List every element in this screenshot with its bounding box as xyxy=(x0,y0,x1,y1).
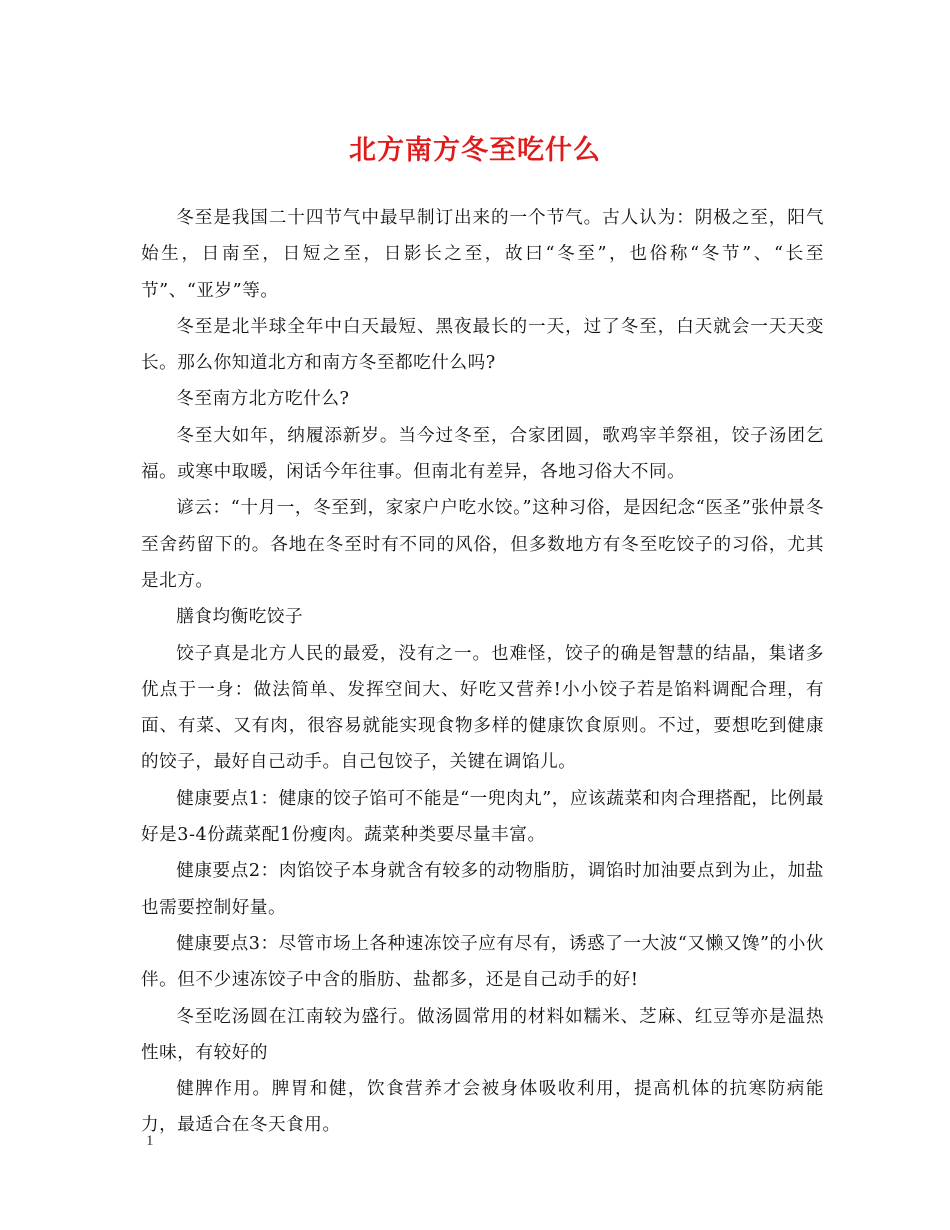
paragraph: 冬至是我国二十四节气中最早制订出来的一个节气。古人认为：阴极之至，阳气始生，日南至，日短之至，日影长之至，故曰“冬至”，也俗称“冬节”、“长至节”、“亚岁”等。 xyxy=(141,208,824,301)
paragraph: 饺子真是北方人民的最爱，没有之一。也难怪，饺子的确是智慧的结晶，集诸多优点于一身：做法简单、发挥空间大、好吃又营养!小小饺子若是馅料调配合理，有面、有菜、又有肉，很容易就能实现食物多样的健康饮食原则。不过，要想吃到健康的饺子，最好自己动手。自己包饺子，关键在调馅儿。 xyxy=(141,643,824,773)
paragraph: 谚云：“十月一，冬至到，家家户户吃水饺。”这种习俗，是因纪念“医圣”张仲景冬至舍药留下的。各地在冬至时有不同的风俗，但多数地方有冬至吃饺子的习俗，尤其是北方。 xyxy=(141,498,824,591)
paragraph: 冬至南方北方吃什么? xyxy=(176,389,350,410)
document-title: 北方南方冬至吃什么 xyxy=(349,135,601,166)
paragraph: 健脾作用。脾胃和健，饮食营养才会被身体吸收利用，提高机体的抗寒防病能力，最适合在冬天食用。 xyxy=(141,1079,824,1136)
paragraph: 冬至是北半球全年中白天最短、黑夜最长的一天，过了冬至，白天就会一天天变长。那么你知道北方和南方冬至都吃什么吗? xyxy=(141,316,824,374)
paragraph: 膳食均衡吃饺子 xyxy=(176,607,304,628)
page-number: 1 xyxy=(146,1133,154,1149)
paragraph: 健康要点1：健康的饺子馅可不能是“一兜肉丸”，应该蔬菜和肉合理搭配，比例最好是3-4份蔬菜配1份瘦肉。蔬菜种类要尽量丰富。 xyxy=(141,788,824,846)
paragraph: 冬至吃汤圆在江南较为盛行。做汤圆常用的材料如糯米、芝麻、红豆等亦是温热性味，有较好的 xyxy=(141,1006,824,1063)
paragraph: 冬至大如年，纳履添新岁。当今过冬至，合家团圆，歌鸡宰羊祭祖，饺子汤团乞福。或寒中取暖，闲话今年往事。但南北有差异，各地习俗大不同。 xyxy=(141,425,824,483)
document-body xyxy=(141,200,824,1144)
paragraph: 健康要点3：尽管市场上各种速冻饺子应有尽有，诱惑了一大波“又懒又馋”的小伙伴。但不少速冻饺子中含的脂肪、盐都多，还是自己动手的好! xyxy=(141,933,824,991)
paragraph: 健康要点2：肉馅饺子本身就含有较多的动物脂肪，调馅时加油要点到为止，加盐也需要控制好量。 xyxy=(141,861,824,918)
